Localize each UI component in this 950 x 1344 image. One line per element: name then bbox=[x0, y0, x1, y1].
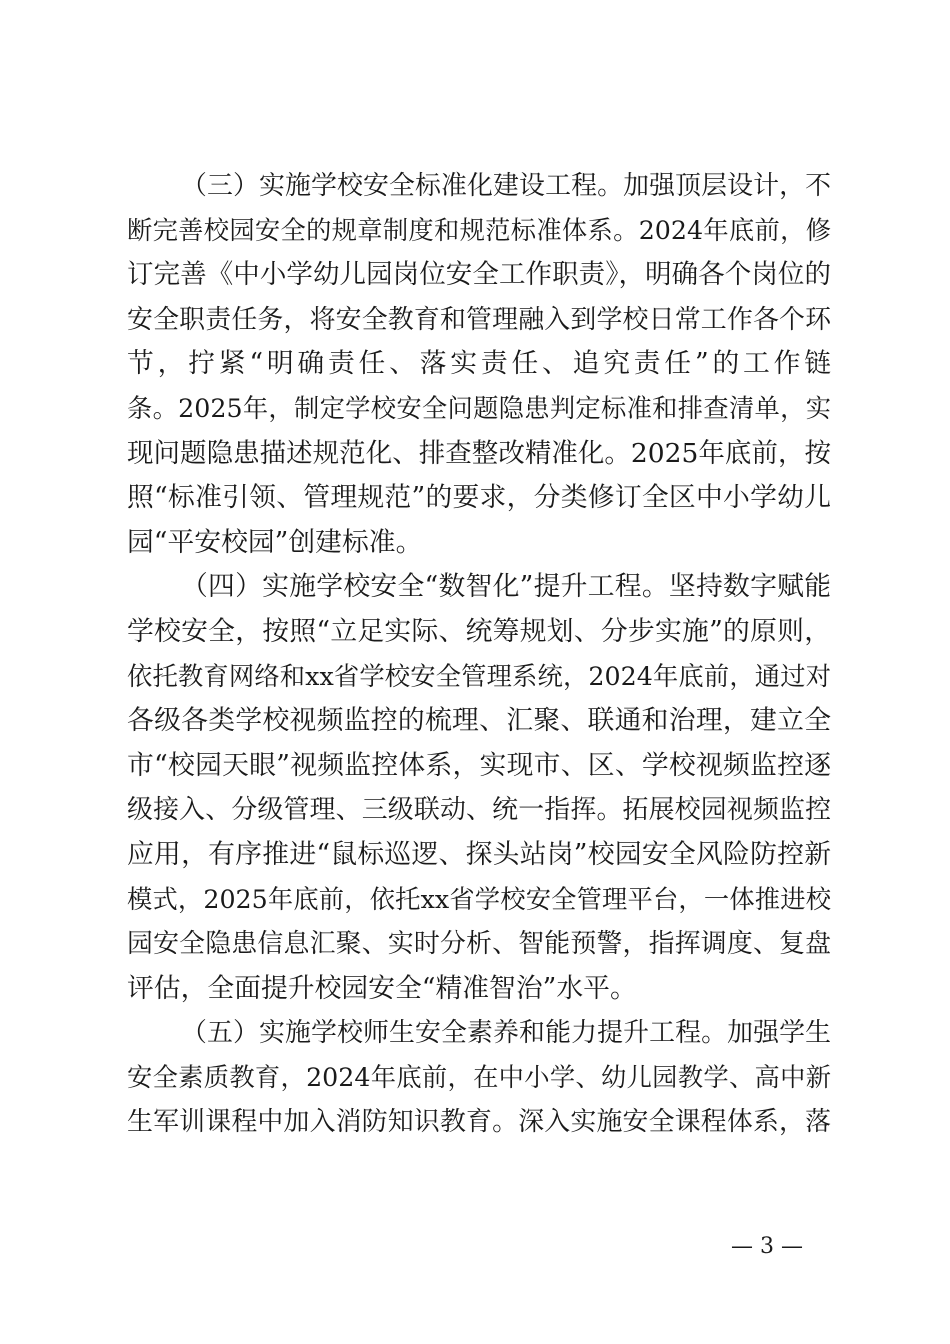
paragraph-line: 安全职责任务，将安全教育和管理融入到学校日常工作各个环 bbox=[127, 304, 831, 335]
paragraph-line: 学校安全，按照“立足实际、统筹规划、分步实施”的原则， bbox=[127, 615, 831, 647]
paragraph-line: 级接入、分级管理、三级联动、统一指挥。拓展校园视频监控 bbox=[127, 795, 831, 826]
paragraph-line: 应用，有序推进“鼠标巡逻、探头站岗”校园安全风险防控新 bbox=[127, 838, 831, 870]
page-number: — 3 — bbox=[731, 1234, 803, 1259]
paragraph-line: 订完善《中小学幼儿园岗位安全工作职责》，明确各个岗位的 bbox=[127, 259, 831, 291]
paragraph-line: 现问题隐患描述规范化、排查整改精准化。2025年底前，按 bbox=[127, 437, 831, 469]
paragraph-line: 市“校园天眼”视频监控体系，实现市、区、学校视频监控逐 bbox=[127, 749, 831, 781]
body-text bbox=[127, 164, 831, 1145]
paragraph-line: 条。2025年，制定学校安全问题隐患判定标准和排查清单，实 bbox=[127, 393, 831, 423]
paragraph-line: 模式，2025年底前，依托xx省学校安全管理平台，一体推进校 bbox=[127, 884, 831, 914]
paragraph-line: 各级各类学校视频监控的梳理、汇聚、联通和治理，建立全 bbox=[127, 705, 831, 737]
paragraph-line: 依托教育网络和xx省学校安全管理系统，2024年底前，通过对 bbox=[127, 661, 831, 691]
paragraph-line: 园“平安校园”创建标准。 bbox=[127, 526, 423, 558]
paragraph-line: 评估，全面提升校园安全“精准智治”水平。 bbox=[127, 972, 637, 1004]
paragraph-line: （三）实施学校安全标准化建设工程。加强顶层设计，不 bbox=[181, 171, 831, 201]
paragraph-line: 生军训课程中加入消防知识教育。深入实施安全课程体系，落 bbox=[127, 1107, 831, 1138]
paragraph-line: 园安全隐患信息汇聚、实时分析、智能预警，指挥调度、复盘 bbox=[127, 929, 831, 960]
paragraph-line: （四）实施学校安全“数智化”提升工程。坚持数字赋能 bbox=[181, 571, 831, 603]
paragraph-line: （五）实施学校师生安全素养和能力提升工程。加强学生 bbox=[181, 1018, 831, 1049]
paragraph-line: 照“标准引领、管理规范”的要求，分类修订全区中小学幼儿 bbox=[127, 482, 831, 514]
paragraph-line: 安全素质教育，2024年底前，在中小学、幼儿园教学、高中新 bbox=[127, 1062, 831, 1092]
paragraph-line: 断完善校园安全的规章制度和规范标准体系。2024年底前，修 bbox=[127, 215, 831, 245]
paragraph-line: 节，拧紧“明确责任、落实责任、追究责任”的工作链 bbox=[127, 348, 831, 380]
